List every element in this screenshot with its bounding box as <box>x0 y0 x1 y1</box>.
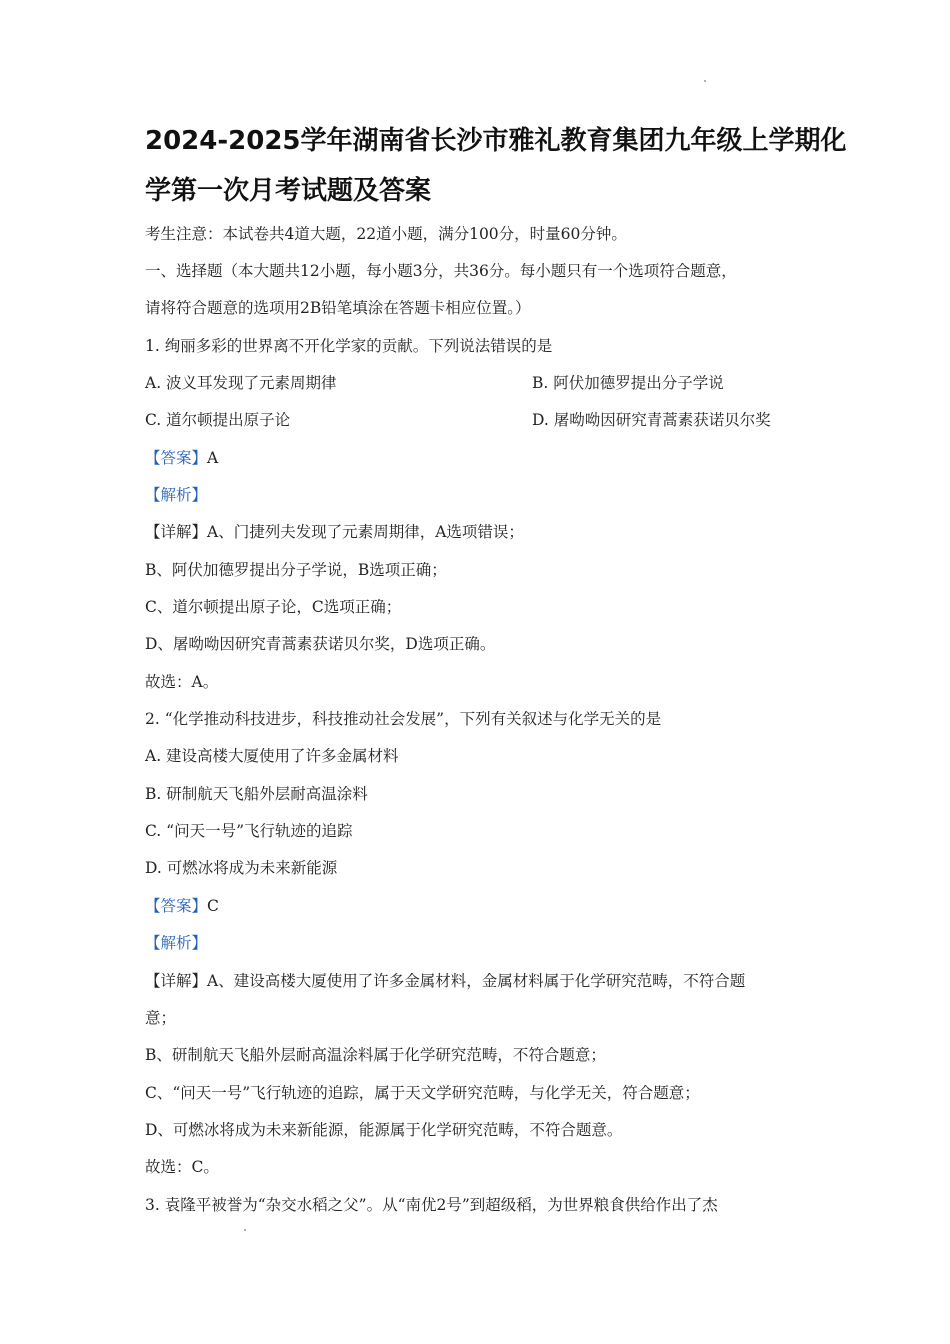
question-2-detail-line-3: B、研制航天飞船外层耐高温涂料属于化学研究范畴，不符合题意； <box>145 1046 606 1064</box>
question-1-option-a: A. 波义耳发现了元素周期律 <box>145 374 337 392</box>
scan-dot <box>244 1229 246 1231</box>
section-heading-line-2: 请将符合题意的选项用2B铅笔填涂在答题卡相应位置。） <box>145 299 531 317</box>
detail-tag: 【详解】 <box>145 972 208 990</box>
question-1-detail-line-2: B、阿伏加德罗提出分子学说，B选项正确； <box>145 561 447 579</box>
answer-value: C <box>207 897 219 915</box>
question-1-conclusion: 故选：A。 <box>145 673 219 691</box>
detail-text: A、门捷列夫发现了元素周期律，A选项错误； <box>207 523 524 541</box>
question-1-detail-line-1 <box>145 522 524 542</box>
question-2-answer <box>145 896 219 916</box>
question-1-detail-line-4: D、屠呦呦因研究青蒿素获诺贝尔奖，D选项正确。 <box>145 635 496 653</box>
question-2-detail-line-5: D、可燃冰将成为未来新能源，能源属于化学研究范畴，不符合题意。 <box>145 1121 623 1139</box>
document-title-line-1: 2024-2025学年湖南省长沙市雅礼教育集团九年级上学期化 <box>145 126 847 156</box>
question-2-conclusion: 故选：C。 <box>145 1158 219 1176</box>
question-1-option-b: B. 阿伏加德罗提出分子学说 <box>532 374 724 392</box>
question-2-option-b: B. 研制航天飞船外层耐高温涂料 <box>145 785 368 803</box>
question-3-stem: 3. 袁隆平被誉为“杂交水稻之父”。从“南优2号”到超级稻，为世界粮食供给作出了杰 <box>145 1196 718 1214</box>
detail-text: A、建设高楼大厦使用了许多金属材料，金属材料属于化学研究范畴，不符合题 <box>207 972 746 990</box>
question-2-detail-line-2: 意； <box>145 1009 177 1027</box>
question-1-option-d: D. 屠呦呦因研究青蒿素获诺贝尔奖 <box>532 411 771 429</box>
question-2-detail-line-1 <box>145 971 745 991</box>
question-1-option-c: C. 道尔顿提出原子论 <box>145 411 291 429</box>
document-title-line-2: 学第一次月考试题及答案 <box>145 176 432 206</box>
question-1-stem: 1. 绚丽多彩的世界离不开化学家的贡献。下列说法错误的是 <box>145 337 553 355</box>
answer-value: A <box>207 449 219 467</box>
scan-dot <box>704 80 706 82</box>
question-1-detail-line-3: C、道尔顿提出原子论，C选项正确； <box>145 598 402 616</box>
question-2-option-a: A. 建设高楼大厦使用了许多金属材料 <box>145 747 399 765</box>
answer-tag: 【答案】 <box>145 897 208 915</box>
question-2-stem: 2. “化学推动科技进步，科技推动社会发展”，下列有关叙述与化学无关的是 <box>145 710 662 728</box>
question-2-analysis-tag: 【解析】 <box>145 934 208 952</box>
detail-tag: 【详解】 <box>145 523 208 541</box>
question-2-option-c: C. “问天一号”飞行轨迹的追踪 <box>145 822 353 840</box>
question-1-analysis-tag: 【解析】 <box>145 486 208 504</box>
exam-notice: 考生注意：本试卷共4道大题，22道小题，满分100分，时量60分钟。 <box>145 225 627 243</box>
question-2-option-d: D. 可燃冰将成为未来新能源 <box>145 859 338 877</box>
section-heading-line-1: 一、选择题（本大题共12小题，每小题3分，共36分。每小题只有一个选项符合题意， <box>145 262 737 280</box>
answer-tag: 【答案】 <box>145 449 208 467</box>
question-2-detail-line-4: C、“问天一号”飞行轨迹的追踪，属于天文学研究范畴，与化学无关，符合题意； <box>145 1084 700 1102</box>
question-1-answer <box>145 448 218 468</box>
